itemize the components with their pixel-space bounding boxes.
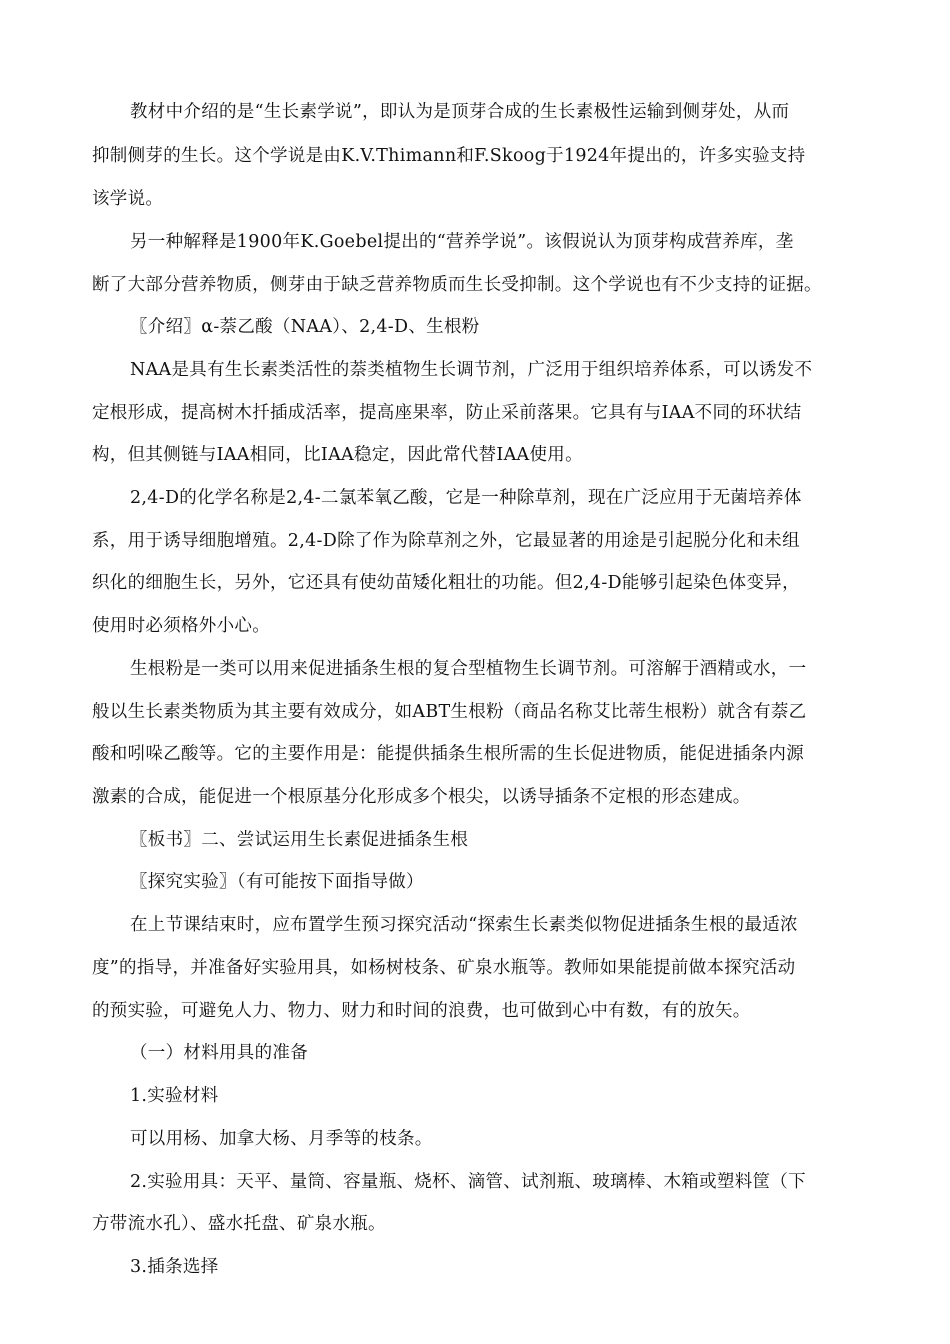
paragraph-line: 系，用于诱导细胞增殖。2,4-D除了作为除草剂之外，它最显著的用途是引起脱分化和未组 xyxy=(92,531,800,551)
paragraph-line: 使用时必须格外小心。 xyxy=(92,616,270,636)
paragraph-line: 生根粉是一类可以用来促进插条生根的复合型植物生长调节剂。可溶解于酒精或水，一 xyxy=(130,659,807,679)
section-label: 〖板书〗二、尝试运用生长素促进插条生根 xyxy=(130,830,469,850)
section-heading: 1.实验材料 xyxy=(130,1086,219,1106)
paragraph-line: 般以生长素类物质为其主要有效成分，如ABT生根粉（商品名称艾比蒂生根粉）就含有萘乙 xyxy=(92,702,807,722)
paragraph-line: 的预实验，可避免人力、物力、财力和时间的浪费，也可做到心中有数，有的放矢。 xyxy=(92,1001,751,1021)
paragraph-line: 构，但其侧链与IAA相同，比IAA稳定，因此常代替IAA使用。 xyxy=(92,445,583,465)
paragraph-line: 另一种解释是1900年K.Goebel提出的“营养学说”。该假说认为顶芽构成营养库，垄 xyxy=(130,232,794,252)
paragraph-line: 定根形成，提高树木扦插成活率，提高座果率，防止采前落果。它具有与IAA不同的环状结 xyxy=(92,403,802,423)
section-heading: 3.插条选择 xyxy=(130,1257,219,1277)
section-label: 〖介绍〗α-萘乙酸（NAA）、2,4-D、生根粉 xyxy=(130,317,480,337)
paragraph-line: 酸和吲哚乙酸等。它的主要作用是：能提供插条生根所需的生长促进物质，能促进插条内源 xyxy=(92,744,804,764)
paragraph-line: 度”的指导，并准备好实验用具，如杨树枝条、矿泉水瓶等。教师如果能提前做本探究活动 xyxy=(92,958,796,978)
paragraph-line: 激素的合成，能促进一个根原基分化形成多个根尖，以诱导插条不定根的形态建成。 xyxy=(92,787,751,807)
paragraph-line: 方带流水孔）、盛水托盘、矿泉水瓶。 xyxy=(92,1214,386,1234)
paragraph-line: 可以用杨、加拿大杨、月季等的枝条。 xyxy=(130,1129,433,1149)
paragraph-line: 教材中介绍的是“生长素学说”，即认为是顶芽合成的生长素极性运输到侧芽处，从而 xyxy=(130,102,790,122)
paragraph-line: 织化的细胞生长，另外，它还具有使幼苗矮化粗壮的功能。但2,4-D能够引起染色体变异， xyxy=(92,573,800,593)
paragraph-line: 在上节课结束时，应布置学生预习探究活动“探索生长素类似物促进插条生根的最适浓 xyxy=(130,915,798,935)
section-label: 〖探究实验〗（有可能按下面指导做） xyxy=(130,872,424,892)
paragraph-line: 该学说。 xyxy=(92,189,164,209)
section-heading: （一）材料用具的准备 xyxy=(130,1043,308,1063)
paragraph-line: 2.实验用具：天平、量筒、容量瓶、烧杯、滴管、试剂瓶、玻璃棒、木箱或塑料筐（下 xyxy=(130,1172,806,1192)
paragraph-line: 断了大部分营养物质，侧芽由于缺乏营养物质而生长受抑制。这个学说也有不少支持的证据。 xyxy=(92,275,822,295)
paragraph-line: NAA是具有生长素类活性的萘类植物生长调节剂，广泛用于组织培养体系，可以诱发不 xyxy=(130,360,813,380)
paragraph-line: 2,4-D的化学名称是2,4-二氯苯氧乙酸，它是一种除草剂，现在广泛应用于无菌培养体 xyxy=(130,488,802,508)
paragraph-line: 抑制侧芽的生长。这个学说是由K.V.Thimann和F.Skoog于1924年提出的，许多实验支持 xyxy=(92,146,806,166)
